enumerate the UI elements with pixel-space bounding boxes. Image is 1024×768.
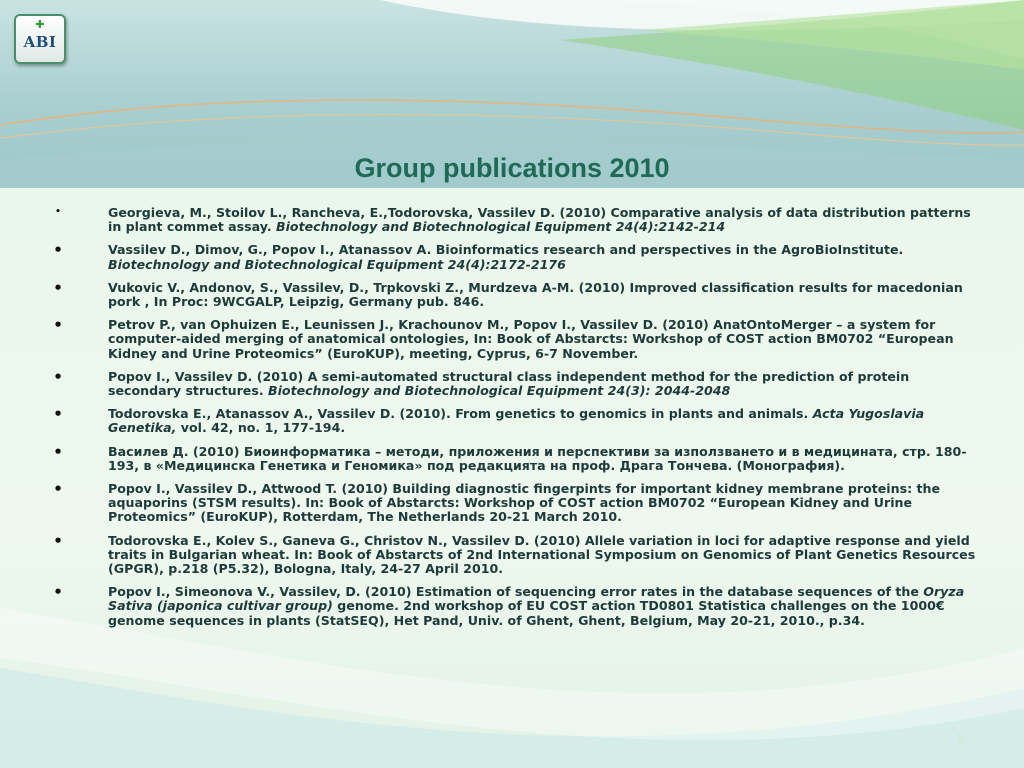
bullet-icon: • xyxy=(53,367,63,386)
publication-item: • Василев Д. (2010) Биоинформатика – методи, приложения и перспективи за използването и в медицината, стр. 180-193, в «Медицинска Генетика и Геномика» под редакцията на проф. Драга Тончева. (Монография). xyxy=(53,442,967,473)
publication-item: • Popov I., Simeonova V., Vassilev, D. (2010) Estimation of sequencing error rates in the database sequences of the Oryza Sativa (japonica cultivar group) genome. 2nd workshop of EU COST action TD0801 Statistica challenges on the 1000€ genome sequences in plants (StatSEQ), Het Pand, Univ. of Ghent, Ghent, Belgium, May 20-21, 2010., p.34. xyxy=(53,583,965,628)
publication-item: • Popov I., Vassilev D., Attwood T. (2010) Building diagnostic fingerpints for important kidney membrane proteins: the aquaporins (STSM results). In: Book of Abstarcts: Workshop of COST action BM0702 “European Kidney and Urine Proteomics” (EuroKUP), Rotterdam, The Netherlands 20-21 March 2010. xyxy=(53,480,941,525)
bullet-icon: • xyxy=(53,442,63,461)
page-number: 5 xyxy=(957,731,965,746)
publication-item: • Todorovska E., Kolev S., Ganeva G., Christov N., Vassilev D. (2010) Allele variation in loci for adaptive response and yield traits in Bulgarian wheat. In: Book of Abstarcts of 2nd International Symposium on Genomics of Plant Genetics Resources (GPGR), p.218 (P5.32), Bologna, Italy, 24-27 April 2010. xyxy=(53,531,976,577)
publication-item: • Petrov P., van Ophuizen E., Leunissen J., Krachounov M., Popov I., Vassilev D. (2010) AnatOntoMerger – a system for computer-aided merging of anatomical ontologies, In: Book of Abstarcts: Workshop of COST action BM0702 “European Kidney and Urine Proteomics” (EuroKUP), meeting, Cyprus, 6-7 November. xyxy=(53,316,954,361)
publication-item: • Vassilev D., Dimov, G., Popov I., Atanassov A. Bioinformatics research and perspectives in the AgroBioInstitute. Biotechnology and Biotechnological Equipment 24(4):2172-2176 xyxy=(53,241,904,272)
publication-item: • Vukovic V., Andonov, S., Vassilev, D., Trpkovski Z., Murdzeva A-M. (2010) Improved classification results for macedonian pork , In Proc: 9WCGALP, Leipzig, Germany pub. 846. xyxy=(53,278,963,310)
logo-text: ABI xyxy=(23,33,57,51)
publication-item: • Todorovska E., Atanassov A., Vassilev D. (2010). From genetics to genomics in plants and animals. Acta Yugoslavia Genetika, vol. 42, no. 1, 177-194. xyxy=(53,405,925,436)
page-title: Group publications 2010 xyxy=(354,153,670,183)
publication-item: • Georgieva, M., Stoilov L., Rancheva, E.,Todorovska, Vassilev D. (2010) Comparative analysis of data distribution patterns in plant commet assay. Biotechnology and Biotechnological Equipment 24(4):2142-214 xyxy=(52,206,982,234)
bullet-icon: • xyxy=(53,316,63,335)
bullet-icon: • xyxy=(53,278,63,297)
bullet-icon: • xyxy=(53,241,63,260)
bullet-icon: • xyxy=(53,583,63,602)
bullet-icon: • xyxy=(53,405,63,424)
publication-list xyxy=(52,206,982,637)
abi-logo xyxy=(14,14,66,64)
bullet-icon: • xyxy=(53,531,63,550)
bullet-icon: • xyxy=(53,480,63,499)
publication-item: • Popov I., Vassilev D. (2010) A semi-automated structural class independent method for the prediction of protein secondary structures. Biotechnology and Biotechnological Equipment 24(3): 2044-2048 xyxy=(53,367,910,399)
bullet-icon: • xyxy=(55,207,61,217)
plant-icon: ✚ xyxy=(35,18,45,31)
